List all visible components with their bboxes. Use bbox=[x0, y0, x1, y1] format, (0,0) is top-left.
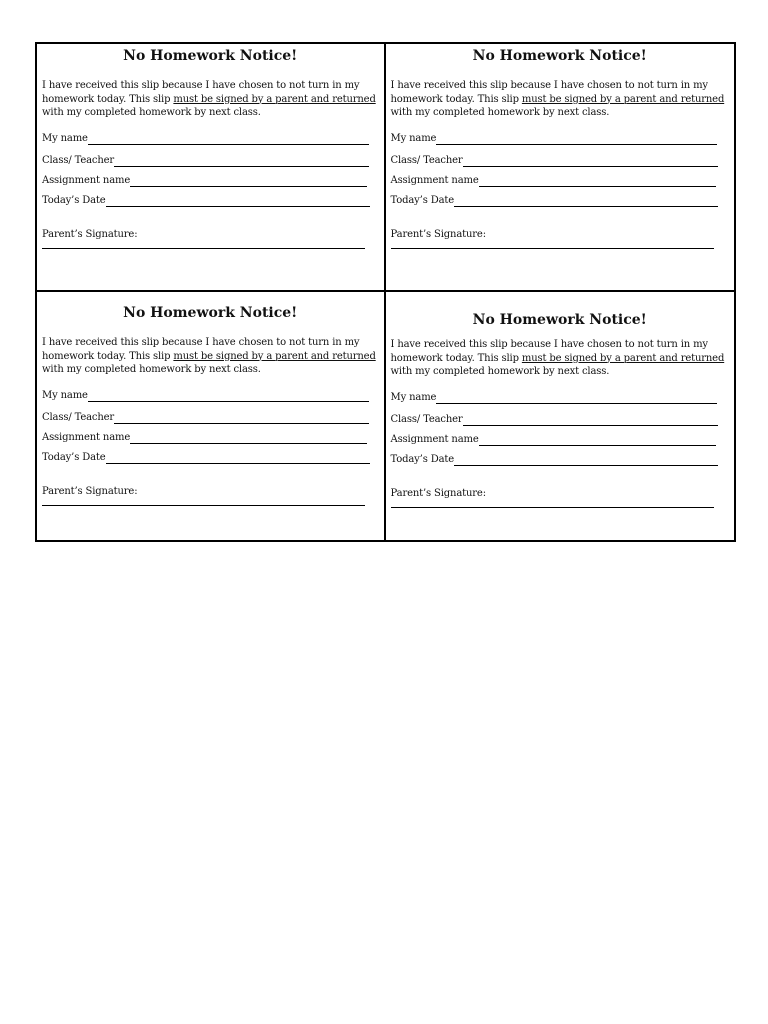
parent-signature-line[interactable] bbox=[42, 248, 365, 249]
assignment-name-field[interactable] bbox=[391, 434, 730, 446]
slip-body-text bbox=[391, 338, 730, 379]
class-teacher-field[interactable] bbox=[42, 412, 379, 424]
slip-title: No Homework Notice! bbox=[472, 312, 647, 328]
class-teacher-label: Class/ Teacher bbox=[390, 154, 463, 166]
assignment-name-field[interactable] bbox=[391, 175, 730, 187]
body-line-2-text: homework today. This slip bbox=[42, 93, 174, 105]
assignment-name-label: Assignment name bbox=[390, 433, 479, 445]
my-name-label: My name bbox=[42, 389, 88, 401]
body-line-2-text: homework today. This slip bbox=[390, 93, 522, 105]
parent-signature-label: Parent’s Signature: bbox=[390, 228, 486, 240]
slip-sheet bbox=[35, 42, 736, 542]
slip-title: No Homework Notice! bbox=[123, 48, 298, 64]
parent-signature-label: Parent’s Signature: bbox=[42, 228, 138, 240]
assignment-name-line[interactable] bbox=[479, 435, 716, 446]
class-teacher-line[interactable] bbox=[463, 156, 718, 167]
body-line-2 bbox=[391, 352, 730, 366]
slip-body-text bbox=[42, 336, 379, 377]
my-name-label: My name bbox=[390, 132, 437, 144]
todays-date-line[interactable] bbox=[454, 455, 718, 466]
body-line-3: with my completed homework by next class. bbox=[390, 366, 610, 377]
todays-date-label: Today’s Date bbox=[390, 194, 455, 206]
body-line-2-underlined: must be signed by a parent and returned bbox=[173, 350, 376, 362]
class-teacher-field[interactable] bbox=[391, 155, 730, 167]
body-line-3: with my completed homework by next class. bbox=[42, 364, 261, 375]
parent-signature-line[interactable] bbox=[391, 507, 714, 508]
assignment-name-label: Assignment name bbox=[390, 174, 479, 186]
todays-date-field[interactable] bbox=[391, 195, 730, 207]
body-line-2-underlined: must be signed by a parent and returned bbox=[173, 93, 376, 105]
slip-body-text bbox=[42, 79, 379, 120]
assignment-name-field[interactable] bbox=[42, 175, 379, 187]
todays-date-line[interactable] bbox=[106, 196, 370, 207]
class-teacher-label: Class/ Teacher bbox=[42, 154, 115, 166]
parent-signature-label: Parent’s Signature: bbox=[390, 487, 486, 499]
body-line-2-underlined: must be signed by a parent and returned bbox=[521, 352, 725, 364]
my-name-line[interactable] bbox=[88, 134, 369, 145]
body-line-2-underlined: must be signed by a parent and returned bbox=[521, 93, 725, 105]
todays-date-label: Today’s Date bbox=[390, 453, 455, 465]
body-line-1: I have received this slip because I have chosen to not turn in my bbox=[42, 337, 360, 348]
todays-date-label: Today’s Date bbox=[42, 451, 106, 463]
body-line-1: I have received this slip because I have chosen to not turn in my bbox=[390, 339, 708, 350]
my-name-field[interactable] bbox=[42, 133, 379, 145]
parent-signature-label: Parent’s Signature: bbox=[42, 485, 138, 497]
class-teacher-field[interactable] bbox=[42, 155, 379, 167]
my-name-line[interactable] bbox=[436, 134, 717, 145]
assignment-name-line[interactable] bbox=[479, 176, 716, 187]
todays-date-line[interactable] bbox=[106, 453, 370, 464]
todays-date-field[interactable] bbox=[42, 195, 379, 207]
assignment-name-label: Assignment name bbox=[42, 174, 131, 186]
parent-signature-line[interactable] bbox=[391, 248, 714, 249]
my-name-label: My name bbox=[42, 132, 88, 144]
body-line-1: I have received this slip because I have chosen to not turn in my bbox=[42, 80, 360, 91]
class-teacher-line[interactable] bbox=[114, 413, 369, 424]
my-name-field[interactable] bbox=[391, 392, 730, 404]
my-name-field[interactable] bbox=[42, 390, 379, 402]
homework-slip bbox=[37, 292, 386, 540]
body-line-3: with my completed homework by next class. bbox=[42, 107, 261, 118]
todays-date-field[interactable] bbox=[42, 452, 379, 464]
body-line-2 bbox=[42, 350, 379, 364]
body-line-2 bbox=[391, 93, 730, 107]
body-line-2-text: homework today. This slip bbox=[390, 352, 522, 364]
assignment-name-field[interactable] bbox=[42, 432, 379, 444]
my-name-field[interactable] bbox=[391, 133, 730, 145]
slip-title: No Homework Notice! bbox=[472, 48, 647, 64]
body-line-2 bbox=[42, 93, 379, 107]
class-teacher-line[interactable] bbox=[463, 415, 718, 426]
class-teacher-label: Class/ Teacher bbox=[390, 413, 463, 425]
todays-date-label: Today’s Date bbox=[42, 194, 106, 206]
todays-date-field[interactable] bbox=[391, 454, 730, 466]
homework-slip bbox=[386, 292, 735, 540]
slip-title: No Homework Notice! bbox=[123, 305, 298, 321]
todays-date-line[interactable] bbox=[454, 196, 718, 207]
homework-slip bbox=[37, 44, 386, 292]
body-line-2-text: homework today. This slip bbox=[42, 350, 174, 362]
assignment-name-line[interactable] bbox=[130, 433, 367, 444]
body-line-1: I have received this slip because I have chosen to not turn in my bbox=[390, 80, 708, 91]
my-name-label: My name bbox=[390, 391, 437, 403]
my-name-line[interactable] bbox=[88, 391, 369, 402]
my-name-line[interactable] bbox=[436, 393, 717, 404]
slip-body-text bbox=[391, 79, 730, 120]
class-teacher-line[interactable] bbox=[114, 156, 369, 167]
assignment-name-line[interactable] bbox=[130, 176, 367, 187]
parent-signature-line[interactable] bbox=[42, 505, 365, 506]
body-line-3: with my completed homework by next class. bbox=[390, 107, 610, 118]
class-teacher-field[interactable] bbox=[391, 414, 730, 426]
assignment-name-label: Assignment name bbox=[42, 431, 131, 443]
class-teacher-label: Class/ Teacher bbox=[42, 411, 115, 423]
homework-slip bbox=[386, 44, 735, 292]
